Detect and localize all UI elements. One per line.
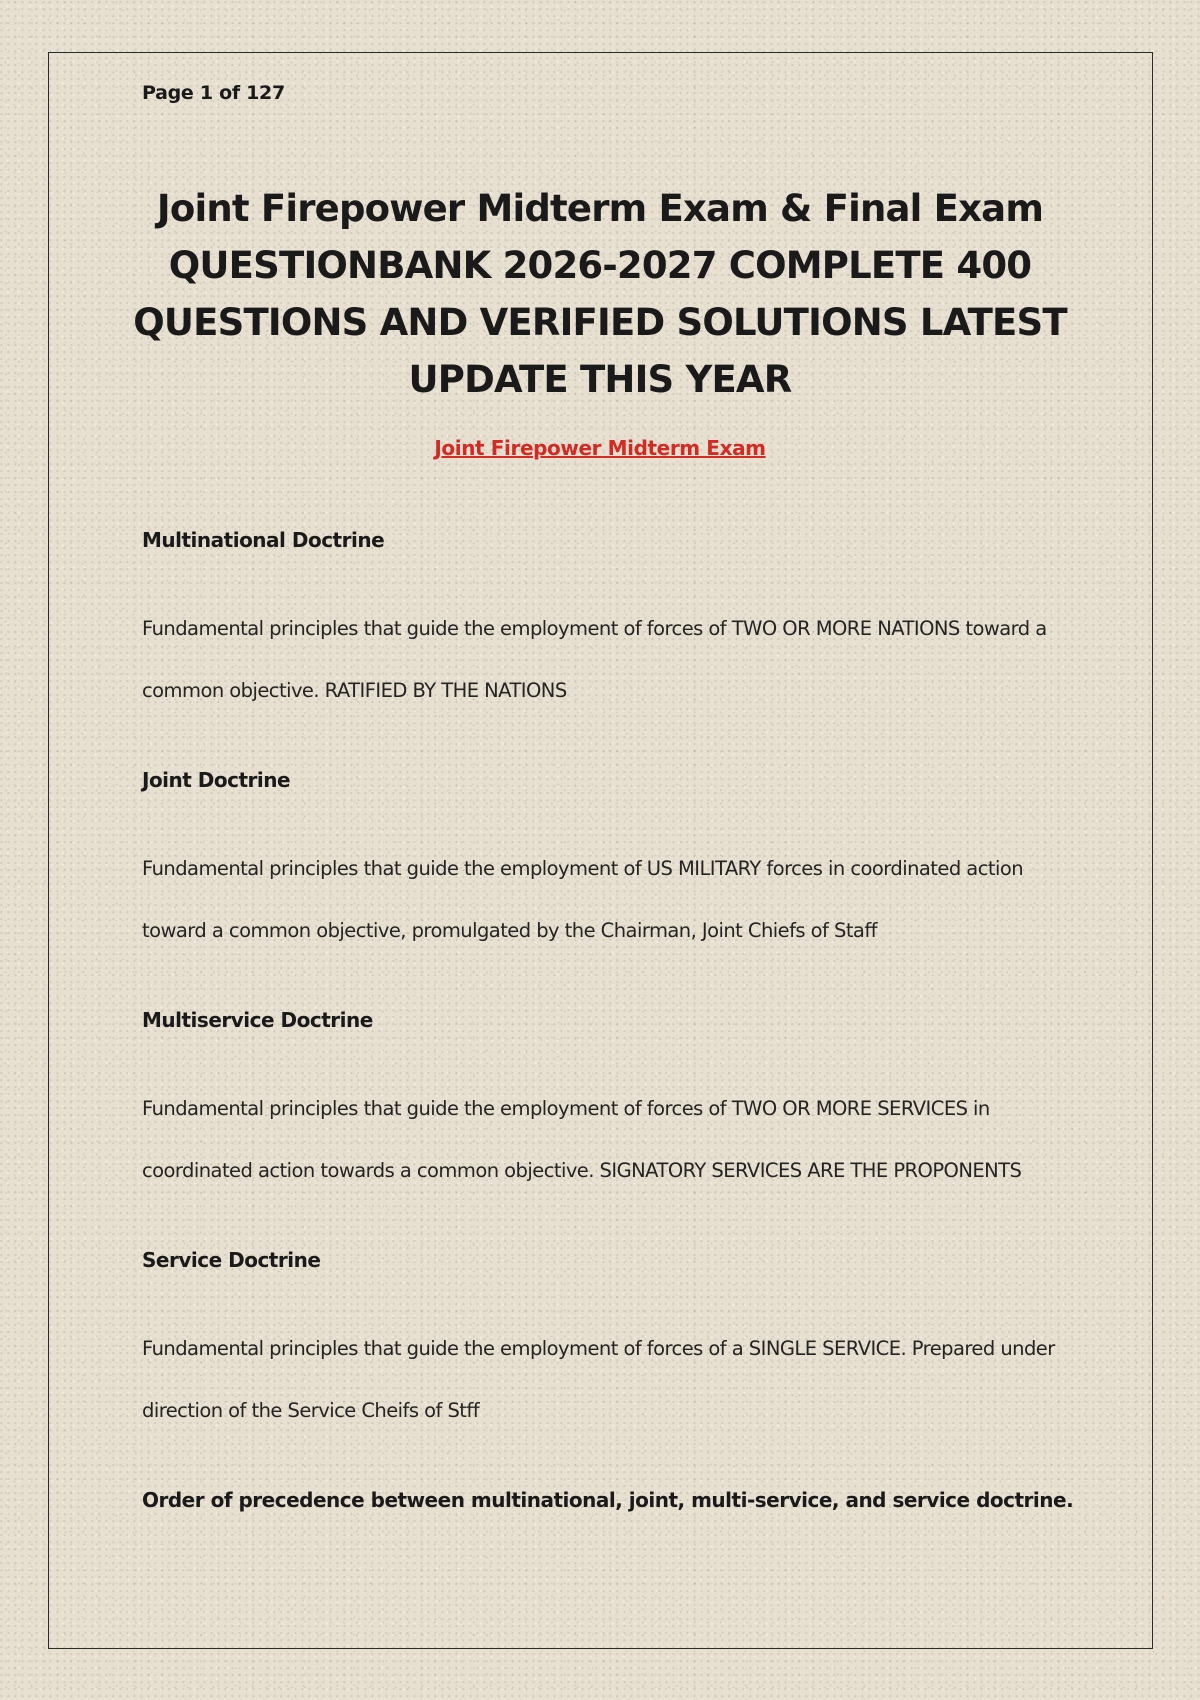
question-term: Multinational Doctrine [142, 528, 385, 552]
document-title: Joint Firepower Midterm Exam & Final Exam QUESTIONBANK 2026-2027 COMPLETE 400 QUESTIONS AND VERIFIED SOLUTIONS LATEST UPDATE THIS YEAR [133, 187, 1067, 401]
question-term: Multiservice Doctrine [142, 1008, 373, 1032]
answer-definition: Fundamental principles that guide the employment of forces of a SINGLE SERVICE. Prepared under direction of the Service Cheifs of Stff [142, 1337, 1055, 1422]
question-term: Service Doctrine [142, 1248, 321, 1272]
answer-definition: Fundamental principles that guide the employment of forces of TWO OR MORE SERVICES in coordinated action towards a common objective. SIGNATORY SERVICES ARE THE PROPONENTS [142, 1097, 1022, 1182]
question-term: Joint Doctrine [142, 768, 291, 792]
section-heading-link[interactable]: Joint Firepower Midterm Exam [434, 436, 766, 460]
section-heading-container [0, 436, 1200, 460]
question-term: Order of precedence between multinational, joint, multi-service, and service doctrine. [142, 1488, 1074, 1512]
page-number: Page 1 of 127 [142, 82, 285, 104]
answer-definition: Fundamental principles that guide the employment of US MILITARY forces in coordinated action toward a common objective, promulgated by the Chairman, Joint Chiefs of Staff [142, 857, 1024, 942]
answer-definition: Fundamental principles that guide the employment of forces of TWO OR MORE NATIONS toward a common objective. RATIFIED BY THE NATIONS [142, 617, 1047, 702]
